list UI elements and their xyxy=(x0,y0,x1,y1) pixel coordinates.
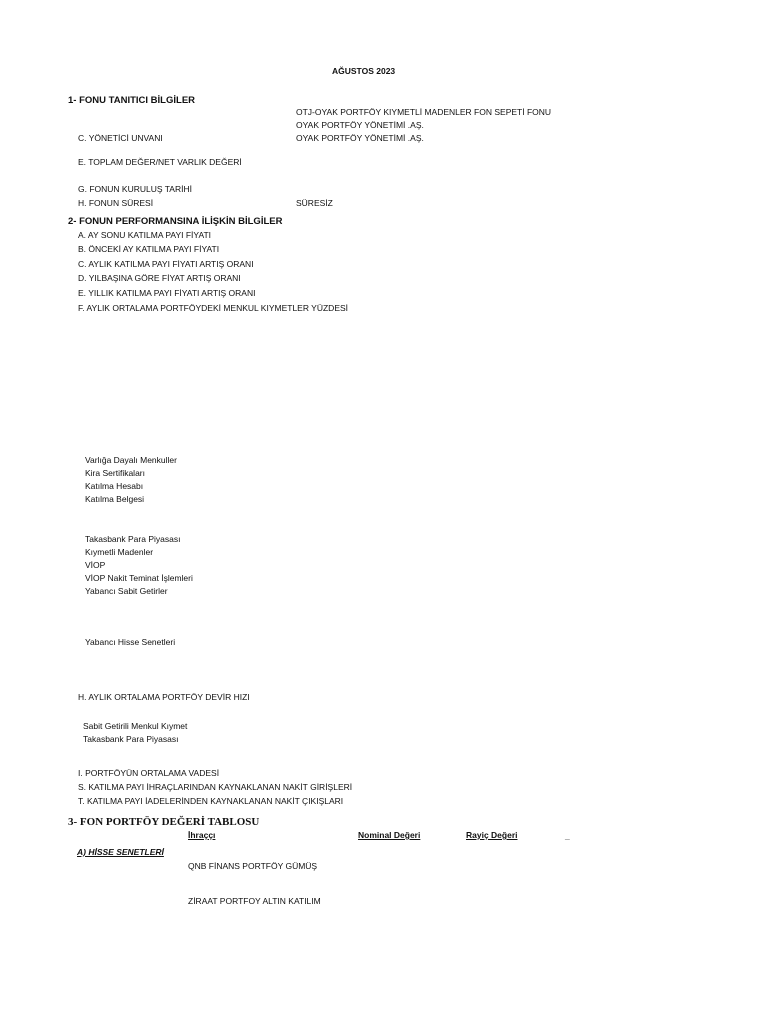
cash-inflow-label: S. KATILMA PAYI İHRAÇLARINDAN KAYNAKLANAN NAKİT GİRİŞLERİ xyxy=(78,782,353,792)
portfolio-item: Yabancı Hisse Senetleri xyxy=(85,637,176,647)
portfolio-item: Takasbank Para Piyasası xyxy=(85,534,181,544)
portfolio-item: VİOP Nakit Teminat İşlemleri xyxy=(85,573,193,583)
perf-item-c: C. AYLIK KATILMA PAYI FİYATI ARTIŞ ORANI xyxy=(78,259,254,269)
column-extra: _ xyxy=(565,831,570,841)
column-market: Rayiç Değeri xyxy=(466,830,518,840)
column-nominal: Nominal Değeri xyxy=(358,830,421,840)
manager-value: OYAK PORTFÖY YÖNETİMİ .AŞ. xyxy=(296,133,424,143)
portfolio-item: Kıymetli Madenler xyxy=(85,547,154,557)
cash-outflow-label: T. KATILMA PAYI İADELERİNDEN KAYNAKLANAN NAKİT ÇIKIŞLARI xyxy=(78,796,344,806)
portfolio-item: Katılma Belgesi xyxy=(85,494,145,504)
section2-title: 2- FONUN PERFORMANSINA İLİŞKİN BİLGİLER xyxy=(68,216,283,227)
turnover-item: Takasbank Para Piyasası xyxy=(83,734,179,744)
manager-label: C. YÖNETİCİ UNVANI xyxy=(78,133,163,143)
fund-duration-label: H. FONUN SÜRESİ xyxy=(78,198,154,208)
turnover-item: Sabit Getirili Menkul Kıymet xyxy=(83,721,188,731)
section3-title: 3- FON PORTFÖY DEĞERİ TABLOSU xyxy=(68,816,260,828)
table-row: ZİRAAT PORTFOY ALTIN KATILIM xyxy=(188,896,321,906)
category-stocks: A) HİSSE SENETLERİ xyxy=(77,847,164,857)
section1-title: 1- FONU TANITICI BİLGİLER xyxy=(68,95,196,106)
turnover-label: H. AYLIK ORTALAMA PORTFÖY DEVİR HIZI xyxy=(78,692,250,702)
perf-item-f: F. AYLIK ORTALAMA PORTFÖYDEKİ MENKUL KIYMETLER YÜZDESİ xyxy=(78,303,349,313)
total-value-label: E. TOPLAM DEĞER/NET VARLIK DEĞERİ xyxy=(78,157,242,167)
column-issuer: İhraççı xyxy=(188,830,216,840)
perf-item-d: D. YILBAŞINA GÖRE FİYAT ARTIŞ ORANI xyxy=(78,273,241,283)
perf-item-a: A. AY SONU KATILMA PAYI FİYATI xyxy=(78,230,212,240)
portfolio-item: Katılma Hesabı xyxy=(85,481,144,491)
portfolio-item: VİOP xyxy=(85,560,106,570)
fund-name: OTJ-OYAK PORTFÖY KIYMETLİ MADENLER FON SEPETİ FONU xyxy=(296,107,552,117)
portfolio-item: Kira Sertifikaları xyxy=(85,468,145,478)
report-date: AĞUSTOS 2023 xyxy=(332,66,396,76)
portfolio-item: Varlığa Dayalı Menkuller xyxy=(85,455,177,465)
portfolio-item: Yabancı Sabit Getirler xyxy=(85,586,168,596)
avg-maturity-label: I. PORTFÖYÜN ORTALAMA VADESİ xyxy=(78,768,220,778)
perf-item-b: B. ÖNCEKİ AY KATILMA PAYI FİYATI xyxy=(78,244,220,254)
fund-duration-value: SÜRESİZ xyxy=(296,198,333,208)
founding-date-label: G. FONUN KURULUŞ TARİHİ xyxy=(78,184,192,194)
table-row: QNB FİNANS PORTFÖY GÜMÜŞ xyxy=(188,861,318,871)
perf-item-e: E. YILLIK KATILMA PAYI FİYATI ARTIŞ ORANI xyxy=(78,288,256,298)
fund-founder: OYAK PORTFÖY YÖNETİMİ .AŞ. xyxy=(296,120,424,130)
